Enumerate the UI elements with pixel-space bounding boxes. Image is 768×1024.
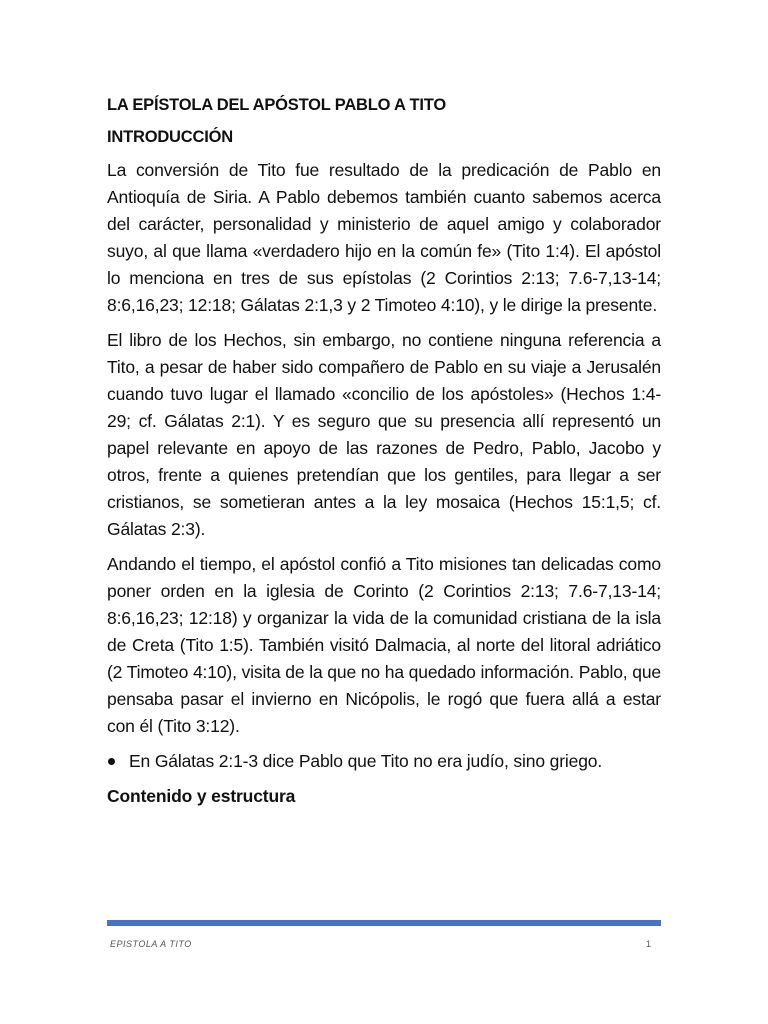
paragraph: La conversión de Tito fue resultado de la predicación de Pablo en Antioquía de Siria. A Pablo debemos también cuanto sabemos acerca del carácter, personalidad y ministerio de aquel amigo y colaborador suyo, al que llama «verdadero hijo en la común fe» (Tito 1:4). El apóstol lo menciona en tres de sus epístolas (2 Corintios 2:13; 7.6-7,13-14; 8:6,16,23; 12:18; Gálatas 2:1,3 y 2 Timoteo 4:10), y le dirige la presente. bbox=[107, 160, 661, 315]
paragraph: Andando el tiempo, el apóstol confió a Tito misiones tan delicadas como poner orden en la iglesia de Corinto (2 Corintios 2:13; 7.6-7,13-14; 8:6,16,23; 12:18) y organizar la vida de la comunidad cristiana de la isla de Creta (Tito 1:5). También visitó Dalmacia, al norte del litoral adriático (2 Timoteo 4:10), visita de la que no ha quedado información. Pablo, que pensaba pasar el invierno en Nicópolis, le rogó que fuera allá a estar con él (Tito 3:12). bbox=[107, 554, 661, 736]
section-heading: INTRODUCCIÓN bbox=[107, 128, 233, 146]
bullet-icon bbox=[108, 758, 115, 765]
list-item-text: En Gálatas 2:1-3 dice Pablo que Tito no era judío, sino griego. bbox=[129, 751, 603, 771]
footer-rule bbox=[107, 920, 661, 926]
list-item bbox=[129, 748, 661, 775]
document-title: LA EPÍSTOLA DEL APÓSTOL PABLO A TITO bbox=[107, 96, 447, 114]
subsection-heading: Contenido y estructura bbox=[107, 786, 296, 806]
footer-label: EPISTOLA A TITO bbox=[110, 939, 192, 949]
bullet-list bbox=[107, 748, 661, 775]
paragraph: El libro de los Hechos, sin embargo, no contiene ninguna referencia a Tito, a pesar de haber sido compañero de Pablo en su viaje a Jerusalén cuando tuvo lugar el llamado «concilio de los apóstoles» (Hechos 1:4-29; cf. Gálatas 2:1). Y es seguro que su presencia allí representó un papel relevante en apoyo de las razones de Pedro, Pablo, Jacobo y otros, frente a quienes pretendían que los gentiles, para llegar a ser cristianos, se sometieran antes a la ley mosaica (Hechos 15:1,5; cf. Gálatas 2:3). bbox=[107, 330, 661, 539]
document-body bbox=[107, 93, 661, 810]
page-number: 1 bbox=[646, 939, 652, 949]
